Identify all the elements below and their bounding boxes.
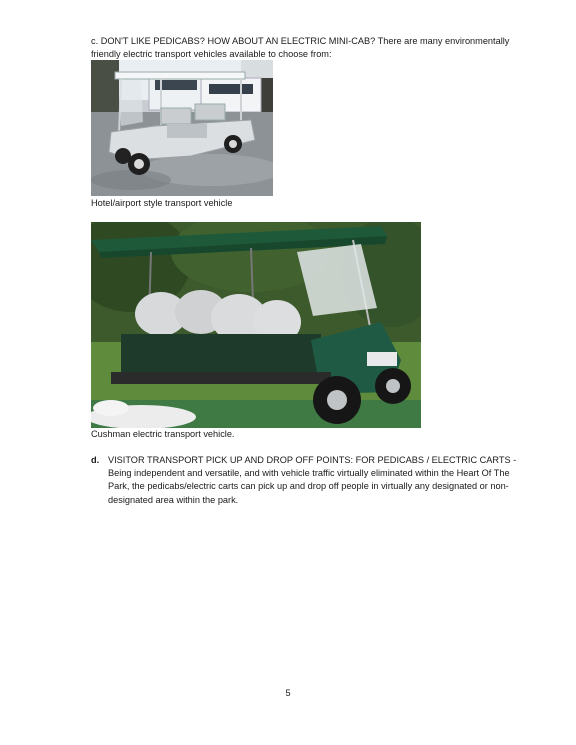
cushman-cart-photo [91, 222, 421, 428]
figure-caption: Cushman electric transport vehicle. [91, 429, 235, 439]
figure-caption: Hotel/airport style transport vehicle [91, 198, 233, 208]
list-item-text: VISITOR TRANSPORT PICK UP AND DROP OFF POINTS: FOR PEDICABS / ELECTRIC CARTS - Being independent and versatile, and with vehicle traffic virtually eliminated within the Heart Of The Park, the pedicabs/electric carts can pick up and drop off people in virtually any designated or non-designated area within the park. [108, 455, 517, 505]
intro-paragraph: c. DON'T LIKE PEDICABS? HOW ABOUT AN ELECTRIC MINI-CAB? There are many environmentally friendly electric transport vehicles available to choose from: [91, 36, 510, 60]
list-marker: d. [91, 455, 100, 465]
hotel-cart-photo [91, 60, 273, 196]
page-number: 5 [285, 688, 291, 698]
